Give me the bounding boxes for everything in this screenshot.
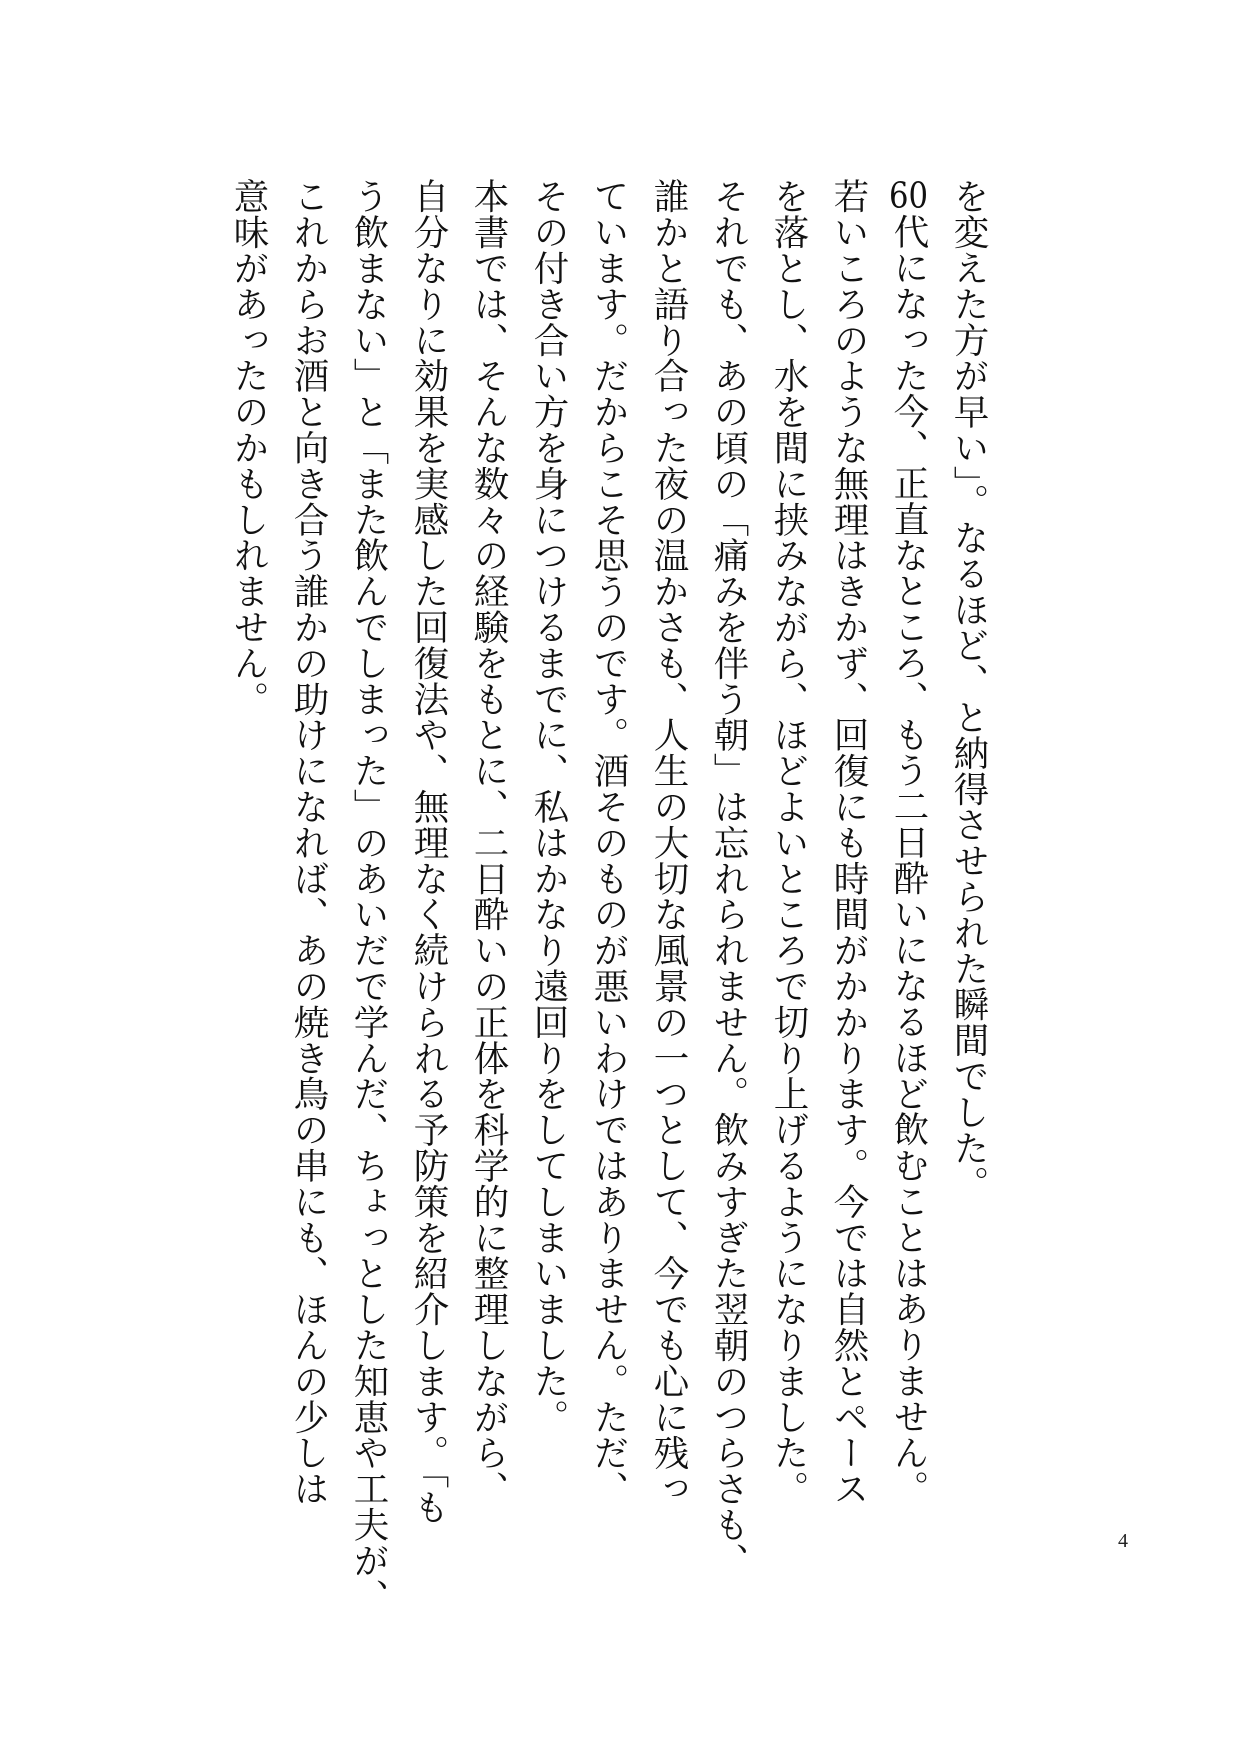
text-column-12: これからお酒と向き合う誰かの助けになれば、あの焼き鳥の串にも、ほんの少しは <box>288 178 329 1507</box>
text-column-5: それでも、あの頃の「痛みを伴う朝」は忘れられません。飲みすぎた翌朝のつらさも、 <box>708 178 749 1579</box>
text-column-2-rest: 代になった今、正直なところ、もう二日酔いになるほど飲むことはありません。 <box>888 213 929 1506</box>
text-column-2 <box>886 178 930 1506</box>
text-column-11: う飲まない」と「また飲んでしまった」のあいだで学んだ、ちょっとした知恵や工夫が、 <box>348 178 389 1614</box>
vertical-text-body <box>226 178 990 1614</box>
text-column-6: 誰かと語り合った夜の温かさも、人生の大切な風景の一つとして、今でも心に残っ <box>648 178 689 1507</box>
text-column-7: ています。だからこそ思うのです。酒そのものが悪いわけではありません。ただ、 <box>588 178 629 1507</box>
text-column-10: 自分なりに効果を実感した回復法や、無理なく続けられる予防策を紹介します。「も <box>408 178 449 1525</box>
text-column-4: を落とし、水を間に挟みながら、ほどよいところで切り上げるようになりました。 <box>768 178 809 1507</box>
text-column-8: その付き合い方を身につけるまでに、私はかなり遠回りをしてしまいました。 <box>528 178 569 1435</box>
text-column-13: 意味があったのかもしれません。 <box>228 178 269 717</box>
page-number: 4 <box>1118 1530 1128 1552</box>
text-column-9: 本書では、そんな数々の経験をもとに、二日酔いの正体を科学的に整理しながら、 <box>468 178 509 1507</box>
text-column-3: 若いころのような無理はきかず、回復にも時間がかかります。今では自然とペース <box>828 178 869 1507</box>
text-column-2-number: 60 <box>888 178 929 214</box>
text-column-1: を変えた方が早い」。なるほど、と納得させられた瞬間でした。 <box>948 178 989 1202</box>
